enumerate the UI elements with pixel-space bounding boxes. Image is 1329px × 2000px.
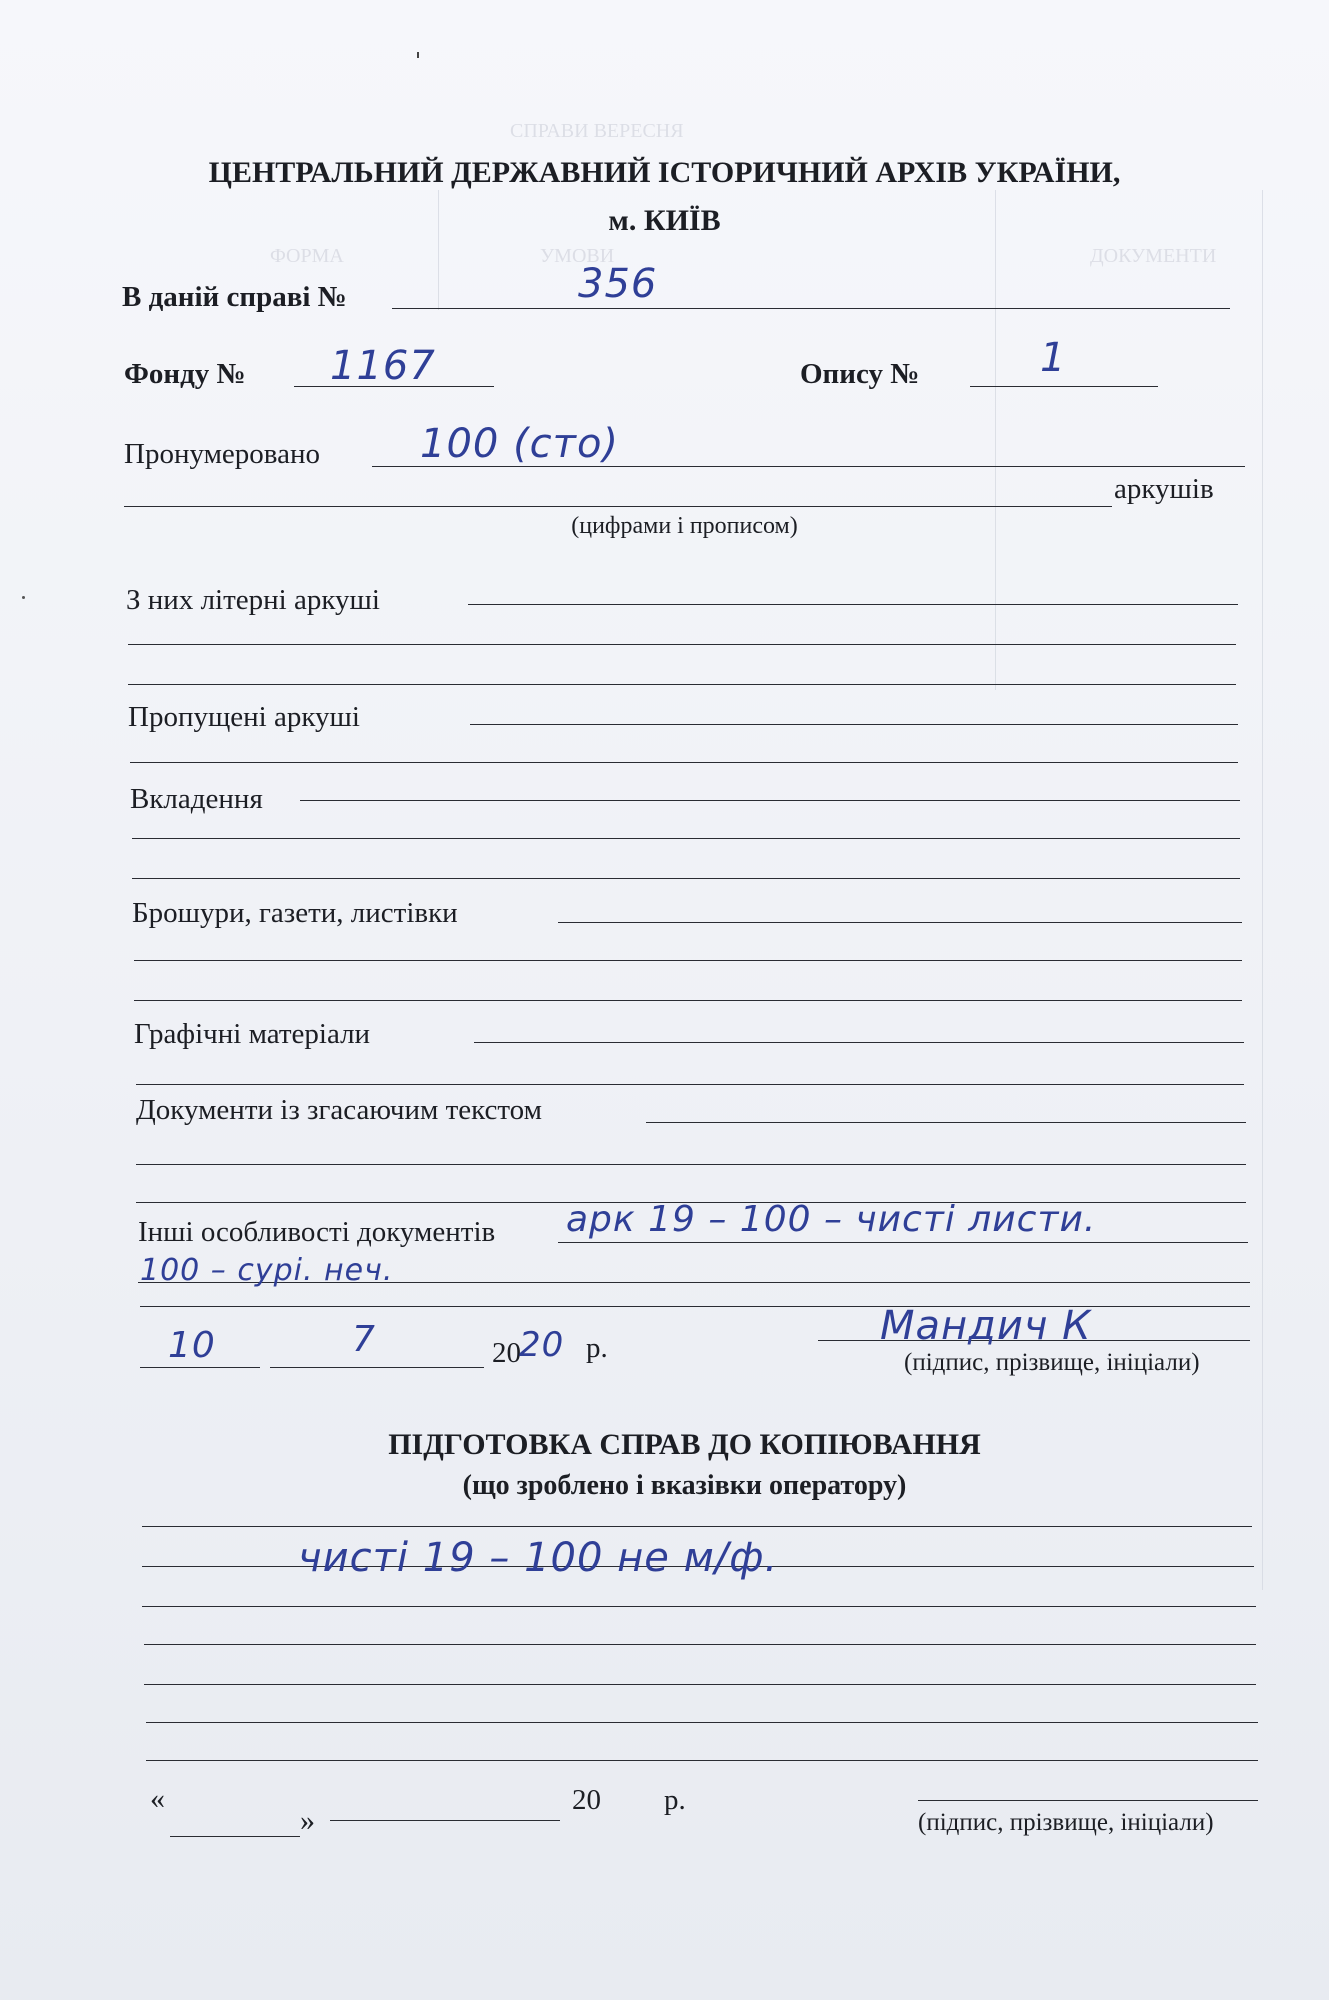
date2-close-quote: » — [300, 1804, 315, 1837]
date2-open-quote: « — [150, 1782, 165, 1815]
copy-section-subtitle-text: (що зроблено і вказівки оператору) — [462, 1470, 907, 1501]
missing-field-line-2 — [130, 762, 1238, 763]
copy-note-line-3 — [142, 1606, 1256, 1607]
other-label: Інші особливості документів — [138, 1216, 496, 1248]
numbered-hint-text: (цифрами і прописом) — [571, 513, 798, 539]
opys-label: Опису № — [800, 358, 920, 390]
copy-section-title — [0, 1430, 1329, 1460]
case-field-line — [392, 308, 1230, 309]
numbered-hint — [0, 514, 1329, 538]
date1-month: 7 — [352, 1319, 376, 1360]
opys-value: 1 — [1040, 335, 1067, 381]
date2-r: р. — [664, 1784, 686, 1816]
bleed-through-col1: ФОРМА — [270, 245, 344, 267]
signature1-hint: (підпис, прізвище, ініціали) — [904, 1349, 1200, 1376]
litera-label: З них літерні аркуші — [126, 584, 380, 616]
bleed-through-heading: СПРАВИ ВЕРЕСНЯ — [510, 120, 684, 142]
copy-note-line — [142, 1526, 1252, 1527]
date1-month-line — [270, 1367, 484, 1368]
graphic-field-line — [474, 1042, 1244, 1043]
case-value: 356 — [578, 261, 658, 307]
date1-year-suffix: 20 — [519, 1325, 565, 1365]
copy-note-line-7 — [146, 1760, 1258, 1761]
date1-year-prefix: 20 — [492, 1337, 521, 1369]
missing-label: Пропущені аркуші — [128, 701, 360, 733]
numbered-value: 100 (сто) — [420, 421, 620, 467]
litera-field-line — [468, 604, 1238, 605]
bleed-through-col3: ДОКУМЕНТИ — [1090, 245, 1217, 267]
archive-title: ЦЕНТРАЛЬНИЙ ДЕРЖАВНИЙ ІСТОРИЧНИЙ АРХІВ УКРАЇНИ, — [208, 156, 1121, 189]
copy-note-line-4 — [144, 1644, 1256, 1645]
fond-label: Фонду № — [124, 358, 246, 390]
inserts-label: Вкладення — [130, 783, 263, 815]
copy-note-value: чисті 19 – 100 не м/ф. — [298, 1535, 779, 1581]
brochures-label: Брошури, газети, листівки — [132, 897, 458, 929]
copy-section-title-text: ПІДГОТОВКА СПРАВ ДО КОПІЮВАННЯ — [388, 1428, 981, 1461]
date1-year — [492, 1325, 566, 1369]
date1-day: 10 — [168, 1325, 216, 1366]
date1-r: р. — [586, 1332, 608, 1364]
date1-day-line — [140, 1367, 260, 1368]
opys-field-line — [970, 386, 1158, 387]
brochures-field-line-3 — [134, 1000, 1242, 1001]
case-label: В даній справі № — [122, 281, 347, 313]
inserts-field-line-2 — [132, 838, 1240, 839]
brochures-field-line — [558, 922, 1242, 923]
numbered-field-line-2 — [124, 506, 1112, 507]
numbered-unit: аркушів — [1114, 473, 1214, 505]
bleed-through-rule — [995, 190, 996, 690]
bleed-through-col2: УМОВИ — [540, 245, 615, 267]
litera-field-line-2 — [128, 644, 1236, 645]
speck-mark — [22, 596, 25, 599]
numbered-label: Пронумеровано — [124, 438, 321, 470]
graphic-field-line-2 — [136, 1084, 1244, 1085]
other-value-line2: 100 – сурі. неч. — [140, 1253, 394, 1288]
speck-mark — [417, 52, 419, 58]
missing-field-line — [470, 724, 1238, 725]
bleed-through-rule — [1262, 190, 1263, 1590]
other-value-line1: арк 19 – 100 – чисті листи. — [566, 1199, 1097, 1240]
copy-note-line-5 — [144, 1684, 1256, 1685]
fading-label: Документи із згасаючим текстом — [136, 1094, 542, 1126]
date2-month-line — [330, 1820, 560, 1821]
brochures-field-line-2 — [134, 960, 1242, 961]
fading-field-line-2 — [136, 1164, 1246, 1165]
copy-section-subtitle — [0, 1472, 1329, 1500]
signature2-hint: (підпис, прізвище, ініціали) — [918, 1809, 1214, 1836]
date2-year: 20 — [572, 1784, 601, 1816]
archive-city: м. КИЇВ — [608, 204, 721, 237]
inserts-field-line — [300, 800, 1240, 801]
inserts-field-line-3 — [132, 878, 1240, 879]
litera-field-line-3 — [128, 684, 1236, 685]
fond-value: 1167 — [330, 343, 436, 389]
graphic-label: Графічні матеріали — [134, 1018, 371, 1050]
other-field-line — [558, 1242, 1248, 1243]
signature2-line — [918, 1800, 1258, 1801]
signature1-value: Мандич К — [880, 1303, 1092, 1349]
date2-day-line — [170, 1836, 300, 1837]
fading-field-line — [646, 1122, 1246, 1123]
copy-note-line-6 — [146, 1722, 1258, 1723]
